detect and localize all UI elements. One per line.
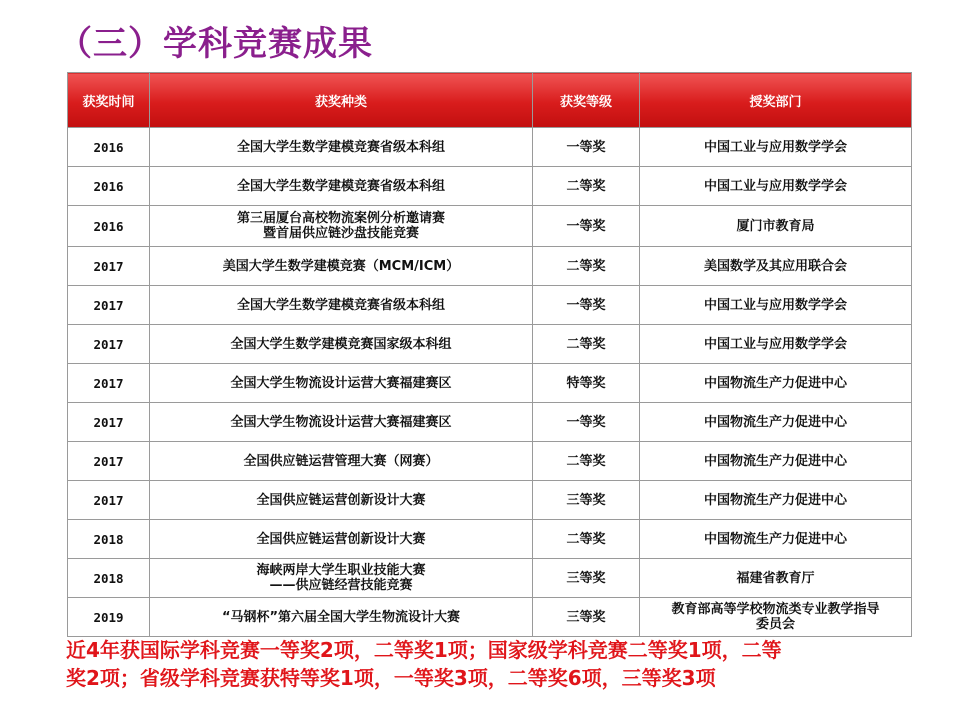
- table-row: [68, 206, 912, 247]
- award-level-cell: 二等奖: [533, 247, 640, 286]
- award-year-cell: 2019: [68, 598, 150, 637]
- awarding-dept-cell: [640, 559, 912, 598]
- table-row: [68, 481, 912, 520]
- award-year-cell: 2017: [68, 442, 150, 481]
- table-row: [68, 520, 912, 559]
- award-category-line: 全国大学生数学建模竞赛省级本科组: [236, 178, 445, 194]
- table-header-row: [68, 73, 912, 128]
- award-category-line: 全国供应链运营管理大赛（网赛）: [243, 453, 439, 469]
- award-category-line: 第三届厦台高校物流案例分析邀请赛: [236, 211, 445, 226]
- award-category-cell: [150, 286, 533, 325]
- summary-line-2: 奖2项；省级学科竞赛获特等奖1项，一等奖3项，二等奖6项，三等奖3项: [66, 666, 716, 690]
- table-row: [68, 167, 912, 206]
- table-row: [68, 598, 912, 637]
- table-row: [68, 325, 912, 364]
- award-category-cell: [150, 364, 533, 403]
- table-row: [68, 559, 912, 598]
- table-row: [68, 128, 912, 167]
- awarding-dept-cell: [640, 325, 912, 364]
- award-level-cell: 三等奖: [533, 598, 640, 637]
- award-category-line: 美国大学生数学建模竞赛（MCM/ICM）: [222, 258, 460, 274]
- award-category-line: 全国大学生数学建模竞赛国家级本科组: [230, 336, 452, 352]
- award-category-cell: [150, 403, 533, 442]
- table-row: [68, 442, 912, 481]
- award-category-cell: [150, 481, 533, 520]
- award-year-cell: 2016: [68, 167, 150, 206]
- awarding-dept-line: 厦门市教育局: [736, 218, 815, 234]
- award-year-cell: 2018: [68, 520, 150, 559]
- award-level-cell: 二等奖: [533, 167, 640, 206]
- award-level-cell: 三等奖: [533, 559, 640, 598]
- award-level-cell: 一等奖: [533, 128, 640, 167]
- award-year-cell: 2017: [68, 481, 150, 520]
- award-level-cell: 二等奖: [533, 325, 640, 364]
- awarding-dept-line: 中国物流生产力促进中心: [703, 414, 847, 430]
- award-year-cell: 2017: [68, 403, 150, 442]
- awarding-dept-cell: [640, 128, 912, 167]
- award-category-line: 全国大学生物流设计运营大赛福建赛区: [230, 414, 452, 430]
- awarding-dept-line: 福建省教育厅: [736, 570, 815, 586]
- award-category-line: 暨首届供应链沙盘技能竞赛: [262, 226, 419, 241]
- awarding-dept-line: 委员会: [755, 617, 795, 632]
- award-category-cell: [150, 598, 533, 637]
- award-year-cell: 2017: [68, 286, 150, 325]
- awards-table-body: [68, 128, 912, 637]
- award-year-cell: 2017: [68, 325, 150, 364]
- awarding-dept-line: 教育部高等学校物流类专业教学指导: [671, 602, 880, 617]
- award-year-cell: 2016: [68, 206, 150, 247]
- table-row: [68, 247, 912, 286]
- page-title: （三）学科竞赛成果: [58, 24, 373, 64]
- award-year-cell: 2016: [68, 128, 150, 167]
- awarding-dept-cell: [640, 167, 912, 206]
- header-award-category: 获奖种类: [150, 73, 533, 128]
- awarding-dept-cell: [640, 598, 912, 637]
- awarding-dept-cell: [640, 403, 912, 442]
- awarding-dept-line: 中国工业与应用数学学会: [703, 336, 847, 352]
- award-level-cell: 一等奖: [533, 403, 640, 442]
- awarding-dept-cell: [640, 520, 912, 559]
- table-row: [68, 286, 912, 325]
- awarding-dept-line: 中国物流生产力促进中心: [703, 375, 847, 391]
- awarding-dept-line: 中国物流生产力促进中心: [703, 531, 847, 547]
- summary-text: [66, 636, 936, 692]
- award-category-cell: [150, 247, 533, 286]
- award-year-cell: 2018: [68, 559, 150, 598]
- award-year-cell: 2017: [68, 364, 150, 403]
- awarding-dept-cell: [640, 364, 912, 403]
- award-category-line: “马钢杯”第六届全国大学生物流设计大赛: [221, 609, 461, 625]
- award-category-cell: [150, 128, 533, 167]
- table-row: [68, 403, 912, 442]
- awarding-dept-line: 中国工业与应用数学学会: [703, 178, 847, 194]
- awarding-dept-line: 中国工业与应用数学学会: [703, 297, 847, 313]
- award-category-cell: [150, 325, 533, 364]
- award-category-line: ——供应链经营技能竞赛: [269, 578, 413, 593]
- award-category-line: 全国供应链运营创新设计大赛: [256, 492, 426, 508]
- awarding-dept-line: 中国工业与应用数学学会: [703, 139, 847, 155]
- awarding-dept-cell: [640, 442, 912, 481]
- award-level-cell: 二等奖: [533, 442, 640, 481]
- award-level-cell: 特等奖: [533, 364, 640, 403]
- award-category-cell: [150, 206, 533, 247]
- summary-line-1: 近4年获国际学科竞赛一等奖2项，二等奖1项；国家级学科竞赛二等奖1项，二等: [66, 638, 782, 662]
- awarding-dept-line: 中国物流生产力促进中心: [703, 453, 847, 469]
- header-award-level: 获奖等级: [533, 73, 640, 128]
- award-category-line: 全国供应链运营创新设计大赛: [256, 531, 426, 547]
- header-awarding-dept: 授奖部门: [640, 73, 912, 128]
- table-row: [68, 364, 912, 403]
- award-level-cell: 一等奖: [533, 206, 640, 247]
- awarding-dept-cell: [640, 247, 912, 286]
- award-level-cell: 一等奖: [533, 286, 640, 325]
- awarding-dept-cell: [640, 286, 912, 325]
- award-level-cell: 三等奖: [533, 481, 640, 520]
- header-award-time: 获奖时间: [68, 73, 150, 128]
- award-category-cell: [150, 520, 533, 559]
- award-category-line: 全国大学生物流设计运营大赛福建赛区: [230, 375, 452, 391]
- awarding-dept-line: 美国数学及其应用联合会: [703, 258, 847, 274]
- award-category-cell: [150, 167, 533, 206]
- awarding-dept-cell: [640, 481, 912, 520]
- awarding-dept-line: 中国物流生产力促进中心: [703, 492, 847, 508]
- award-category-line: 全国大学生数学建模竞赛省级本科组: [236, 297, 445, 313]
- award-year-cell: 2017: [68, 247, 150, 286]
- award-level-cell: 二等奖: [533, 520, 640, 559]
- award-category-line: 海峡两岸大学生职业技能大赛: [256, 563, 426, 578]
- award-category-cell: [150, 559, 533, 598]
- awards-table: [67, 72, 912, 637]
- awarding-dept-cell: [640, 206, 912, 247]
- award-category-cell: [150, 442, 533, 481]
- award-category-line: 全国大学生数学建模竞赛省级本科组: [236, 139, 445, 155]
